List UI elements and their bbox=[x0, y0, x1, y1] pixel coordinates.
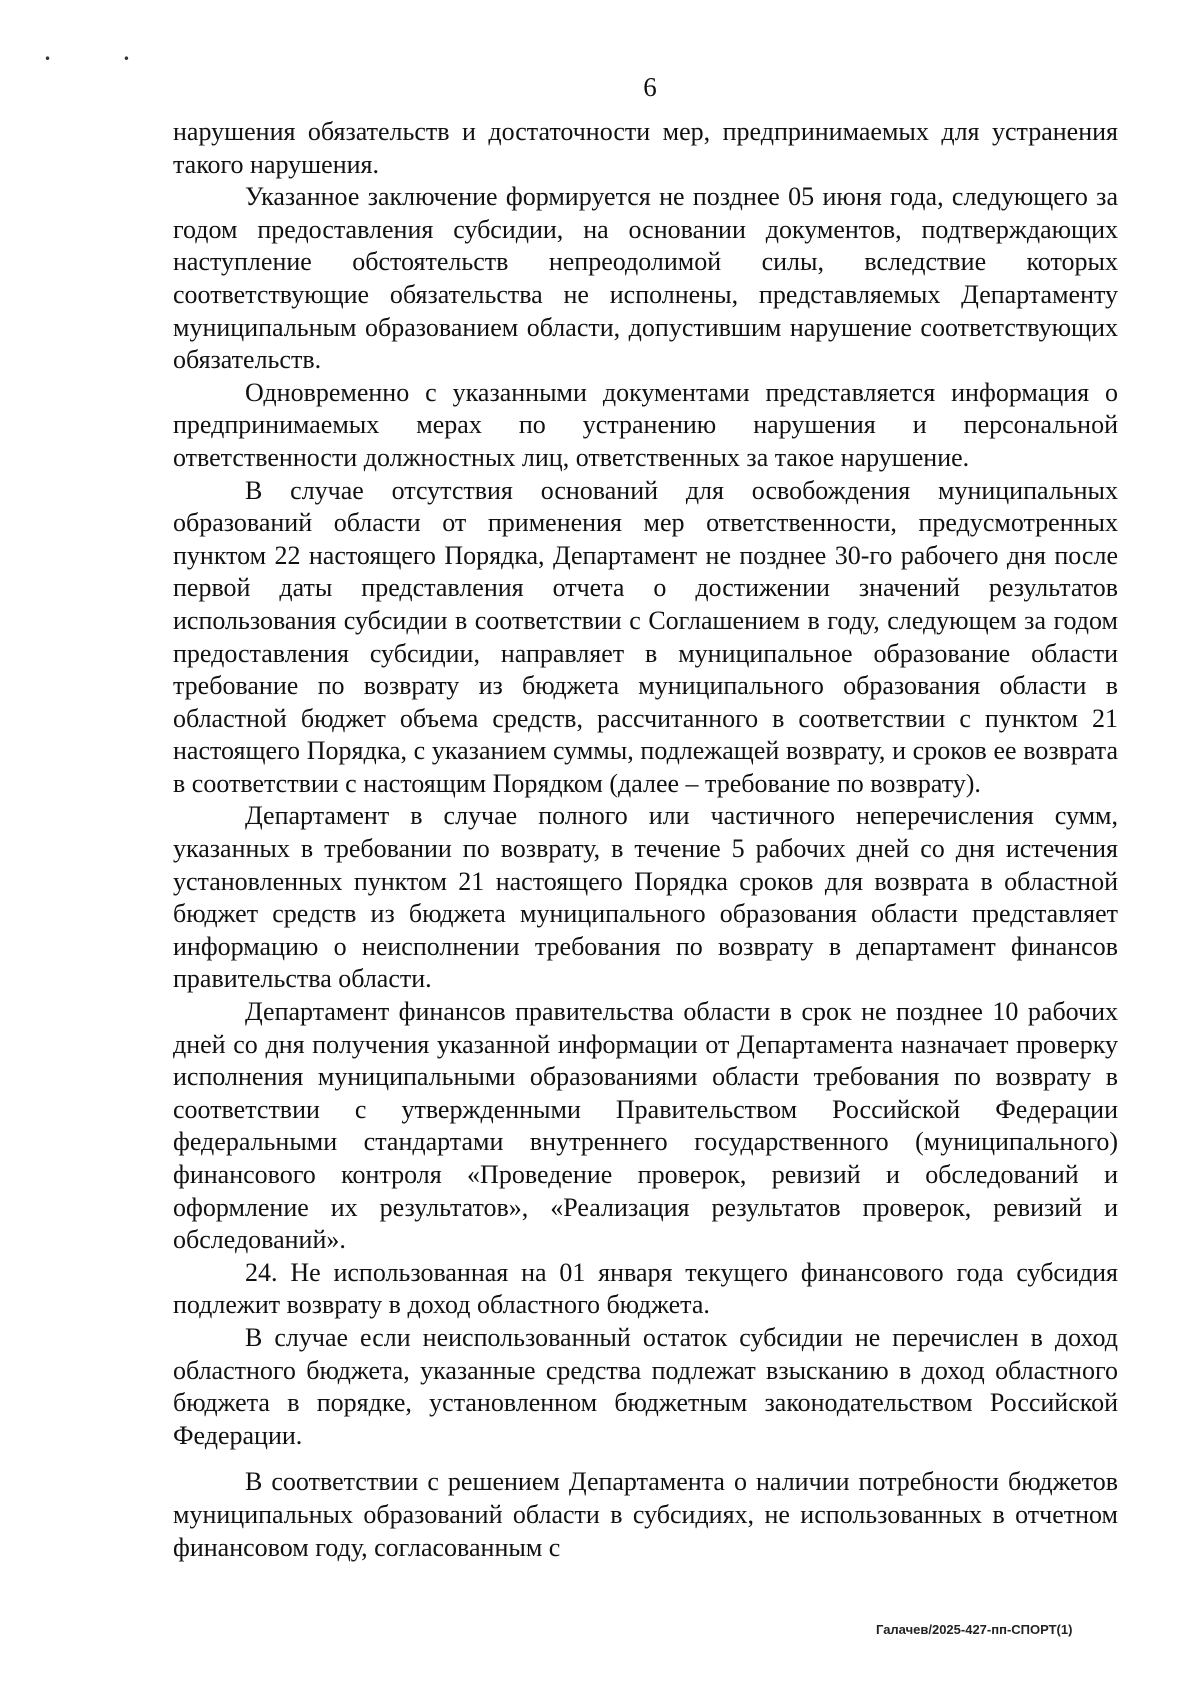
paragraph-finance-audit: Департамент финансов правительства области в срок не позднее 10 рабочих дней со дня получения указанной информации от Департамента назначает проверку исполнения муниципальными образованиями области требования по возврату в соответствии с утвержденными Правительством Российской Федерации федеральными стандартами внутреннего государственного (муниципального) финансового контроля «Проведение проверок, ревизий и обследований и оформление их результатов», «Реализация результатов проверок, ревизий и обследований». bbox=[173, 997, 1118, 1255]
document-reference-footer: Галачев/2025-427-пп-СПОРТ(1) bbox=[876, 1622, 1073, 1637]
paragraph-recovery: В случае если неиспользованный остаток субсидии не перечислен в доход областного бюджета, указанные средства подлежат взысканию в доход областного бюджета в порядке, установленном бюджетным законодательством Российской Федерации. bbox=[173, 1322, 1118, 1450]
paragraph-return-requirement: В случае отсутствия оснований для освобождения муниципальных образований области от применения мер ответственности, предусмотренных пунктом 22 настоящего Порядка, Департамент не позднее 30-го рабочего дня после первой даты представления отчета о достижении значений результатов использования субсидии в соответствии с Соглашением в году, следующем за годом предоставления субсидии, направляет в муниципальное образование области требование по возврату из бюджета муниципального образования области в областной бюджет объема средств, рассчитанного в соответствии с пунктом 21 настоящего Порядка, с указанием суммы, подлежащей возврату, и сроков ее возврата в соответствии с настоящим Порядком (далее – требование по возврату). bbox=[173, 475, 1118, 798]
paragraph-measures-info: Одновременно с указанными документами представляется информация о предпринимаемых мерах по устранению нарушения и персональной ответственности должностных лиц, ответственных за такое нарушение. bbox=[173, 377, 1118, 472]
paragraph-non-transfer: Департамент в случае полного или частичного неперечисления сумм, указанных в требовании по возврату, в течение 5 рабочих дней со дня истечения установленных пунктом 21 настоящего Порядка сроков для возврата в областной бюджет средств из бюджета муниципального образования области представляет информацию о неисполнении требования по возврату в департамент финансов правительства области. bbox=[173, 801, 1118, 994]
paragraph-continuation: нарушения обязательств и достаточности мер, предпринимаемых для устранения такого нарушения. bbox=[173, 117, 1118, 179]
paragraph-item-24: 24. Не использованная на 01 января текущего финансового года субсидия подлежит возврату в доход областного бюджета. bbox=[173, 1257, 1118, 1320]
paragraph-conclusion-deadline: Указанное заключение формируется не позднее 05 июня года, следующего за годом предоставления субсидии, на основании документов, подтверждающих наступление обстоятельств непреодолимой силы, вследствие которых соответствующие обязательства не исполнены, представляемых Департаменту муниципальным образованием области, допустившим нарушение соответствующих обязательств. bbox=[173, 182, 1118, 375]
paragraph-department-decision: В соответствии с решением Департамента о наличии потребности бюджетов муниципальных образований области в субсидиях, не использованных в отчетном финансовом году, согласованным с bbox=[173, 1467, 1118, 1562]
scan-artifact-marks: • • bbox=[44, 52, 164, 66]
document-body bbox=[173, 116, 1118, 1564]
page-number: 6 bbox=[643, 72, 657, 102]
